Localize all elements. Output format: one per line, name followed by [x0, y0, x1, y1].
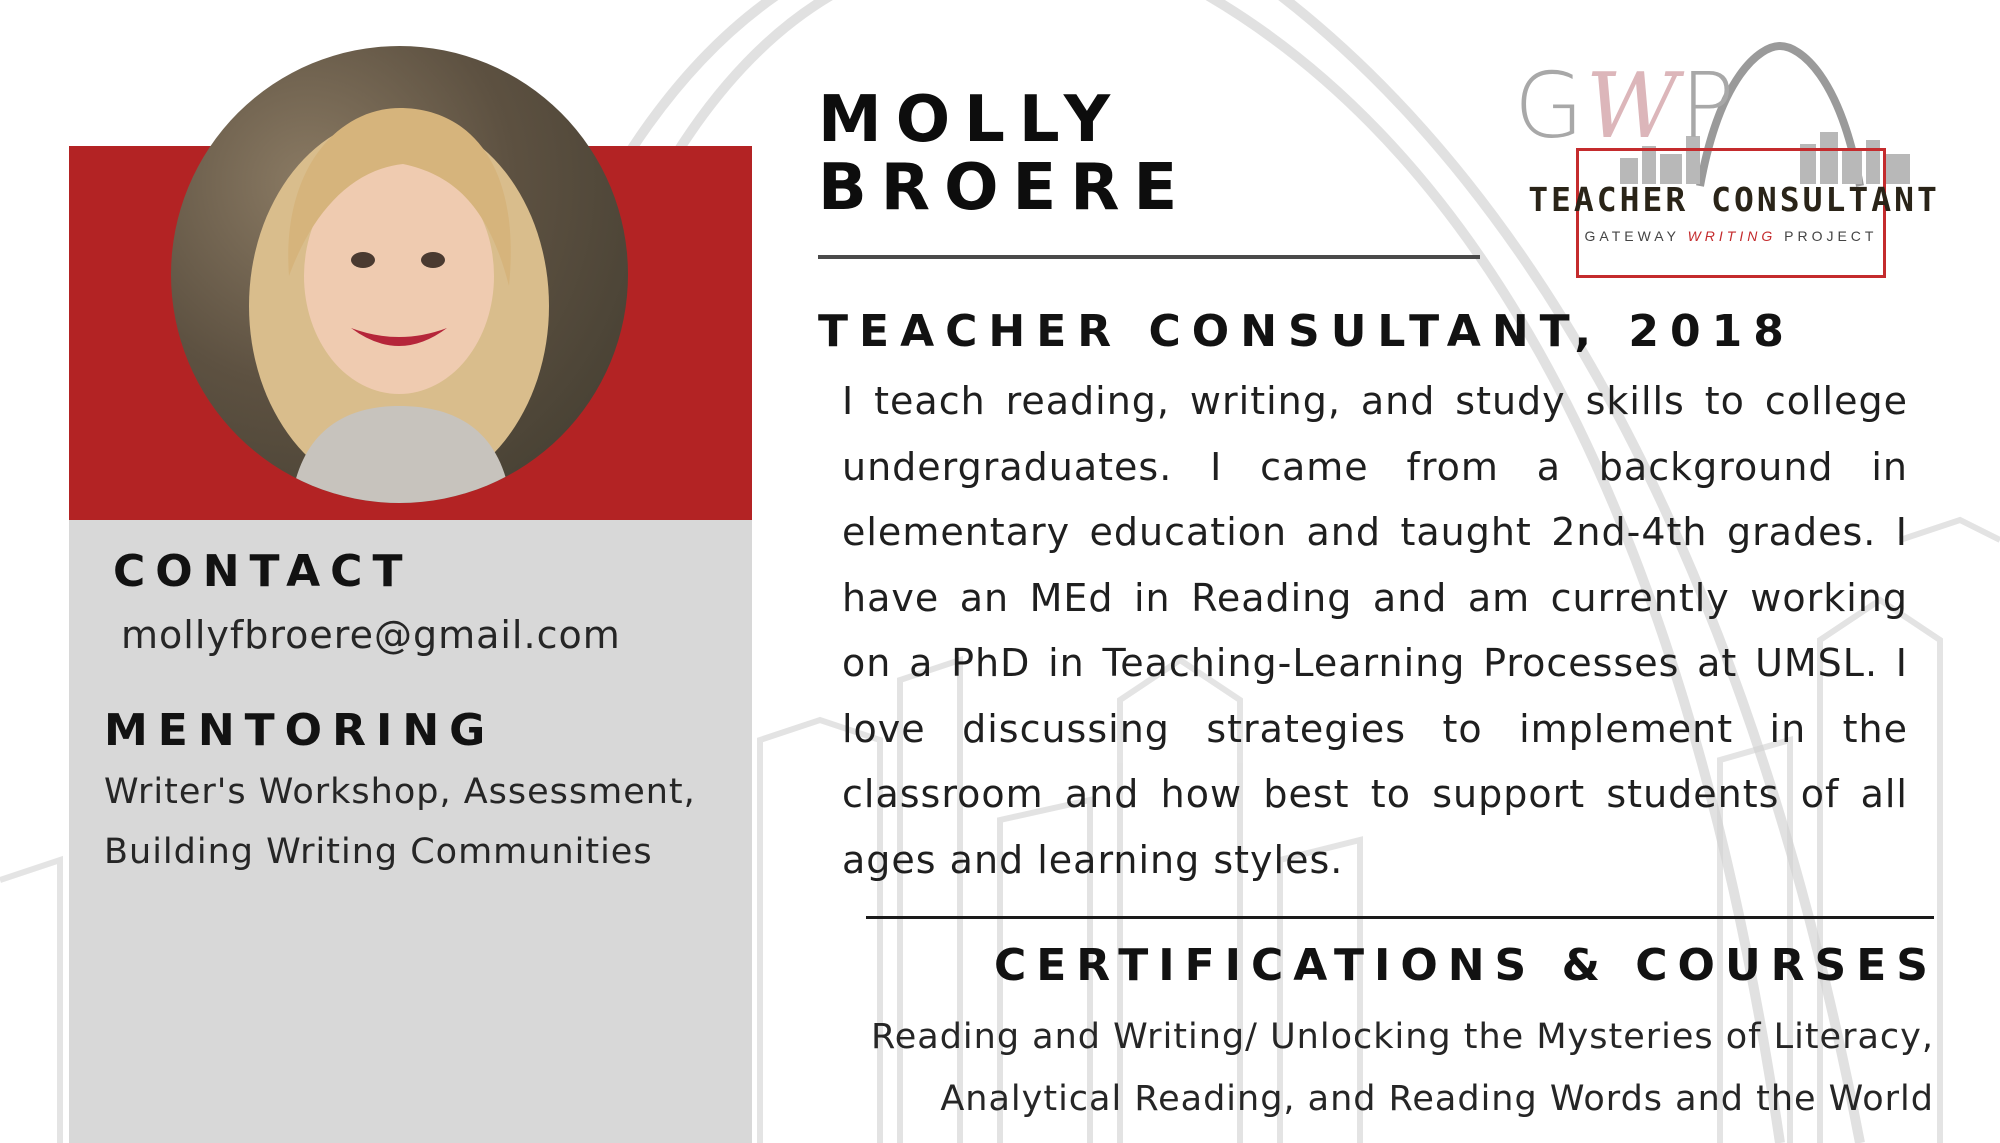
logo-title: TEACHER CONSULTANT	[1528, 180, 1940, 219]
certifications-line-1: Reading and Writing/ Unlocking the Mysteries of Literacy,	[870, 1017, 1934, 1057]
bio-paragraph: I teach reading, writing, and study skills to college undergraduates. I came from a background in elementary education and taught 2nd-4th grades. I have an MEd in Reading and am currently working on a PhD in Teaching-Learning Processes at UMSL. I love discussing strategies to implement in the classroom and how best to support students of all ages and learning styles.	[842, 379, 1908, 882]
logo-subtitle-post: PROJECT	[1784, 228, 1878, 244]
logo-letter-g: G	[1514, 54, 1586, 159]
mentoring-heading: MENTORING	[104, 705, 496, 756]
name-line-first: MOLLY	[818, 83, 1125, 157]
logo-letter-p: P	[1680, 54, 1737, 159]
certifications-divider	[866, 916, 1934, 919]
gwp-logo	[1500, 36, 1940, 286]
logo-letter-w: W	[1585, 54, 1681, 159]
logo-subtitle	[1576, 228, 1886, 244]
role-heading: TEACHER CONSULTANT, 2018	[818, 306, 1795, 357]
contact-email[interactable]: mollyfbroere@gmail.com	[121, 613, 621, 657]
logo-gwp-letters	[1514, 54, 1737, 159]
certifications-heading: CERTIFICATIONS & COURSES	[993, 940, 1938, 991]
contact-heading: CONTACT	[113, 546, 413, 597]
certifications-text	[784, 1006, 1934, 1130]
logo-subtitle-pre: GATEWAY	[1584, 228, 1680, 244]
person-name	[818, 83, 1192, 225]
certifications-line-2: Analytical Reading, and Reading Words and the World	[940, 1079, 1934, 1119]
mentoring-text: Writer's Workshop, Assessment, Building Writing Communities	[104, 772, 696, 872]
name-line-last: BROERE	[818, 151, 1192, 225]
logo-subtitle-mid: WRITING	[1687, 228, 1777, 244]
portrait-photo	[171, 46, 628, 503]
name-divider	[818, 255, 1480, 259]
